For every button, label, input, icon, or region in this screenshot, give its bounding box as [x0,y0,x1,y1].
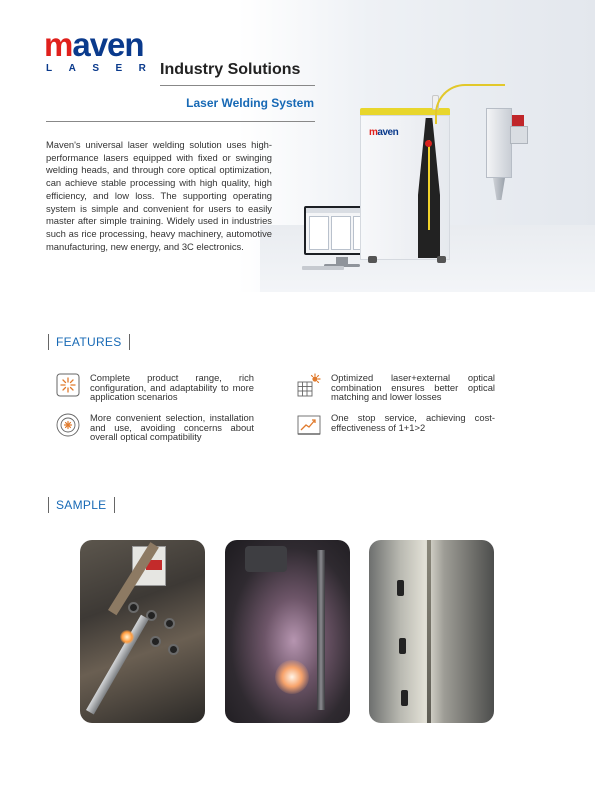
sample-photo-weld-seam [369,540,494,723]
slot-shape [397,580,404,596]
logo-subtitle: LASER [46,63,163,74]
roller-shape [168,644,179,655]
heading-bar-right [129,334,130,350]
emergency-stop-icon [425,140,432,147]
machine-wheel [368,256,377,263]
monitor-panel [309,216,329,250]
monitor-panel [331,216,351,250]
sample-heading-text: SAMPLE [56,498,107,512]
subtitle-divider [46,121,315,122]
selection-target-icon [56,413,80,437]
roller-shape [164,618,175,629]
weld-seam-shape [427,540,431,723]
intro-paragraph: Maven's universal laser welding solution uses high-performance lasers equipped with fixed or swinging welding heads, and through core optical optimization, can achieve stable processing with high quality, high efficiency, and low loss. The supporting operating system is simple and convenient for users to easily master after simple training. Widely used in industries such as rice processing, heavy machinery, automotive manufacturing, new energy, and 3C electronics. [46,139,272,252]
heading-bar-right [114,497,115,513]
logo-wordmark: maven [44,26,144,63]
slot-shape [401,690,408,706]
machine-yellow-strip [428,140,430,230]
sample-photo-weld-glow [225,540,350,723]
features-heading [48,334,130,350]
roller-shape [128,602,139,613]
machine-wheel [437,256,446,263]
weld-glow-shape [275,660,309,694]
nozzle-shape [245,546,287,572]
features-heading-text: FEATURES [56,335,122,349]
machine-logo: maven [369,127,399,138]
welding-head-block [510,126,528,144]
page-title: Industry Solutions [160,61,301,78]
feature-text: Optimized laser+external optical combination ensures better optical matching and lower losses [331,372,495,403]
steel-tube-shape [86,615,149,715]
roller-shape [150,636,161,647]
burst-icon [56,373,80,397]
maven-laser-logo [44,26,164,78]
welding-head-image [486,108,512,178]
weld-spark-shape [120,630,134,644]
rod-shape [317,550,325,710]
feature-text: One stop service, achieving cost-effectiveness of 1+1>2 [331,412,495,433]
optics-grid-icon [297,373,321,397]
sample-photo-tube-welding [80,540,205,723]
sample-heading [48,497,115,513]
title-divider [160,85,315,86]
page-subtitle: Laser Welding System [186,96,314,110]
keyboard-image [302,266,344,270]
welding-head-nozzle [493,178,505,200]
feature-text: More convenient selection, installation and use, avoiding concerns about overall optical compatibility [90,412,254,443]
feature-text: Complete product range, rich configuration, and adaptability to more application scenarios [90,372,254,403]
growth-chart-icon [297,413,321,437]
slot-shape [399,638,406,654]
